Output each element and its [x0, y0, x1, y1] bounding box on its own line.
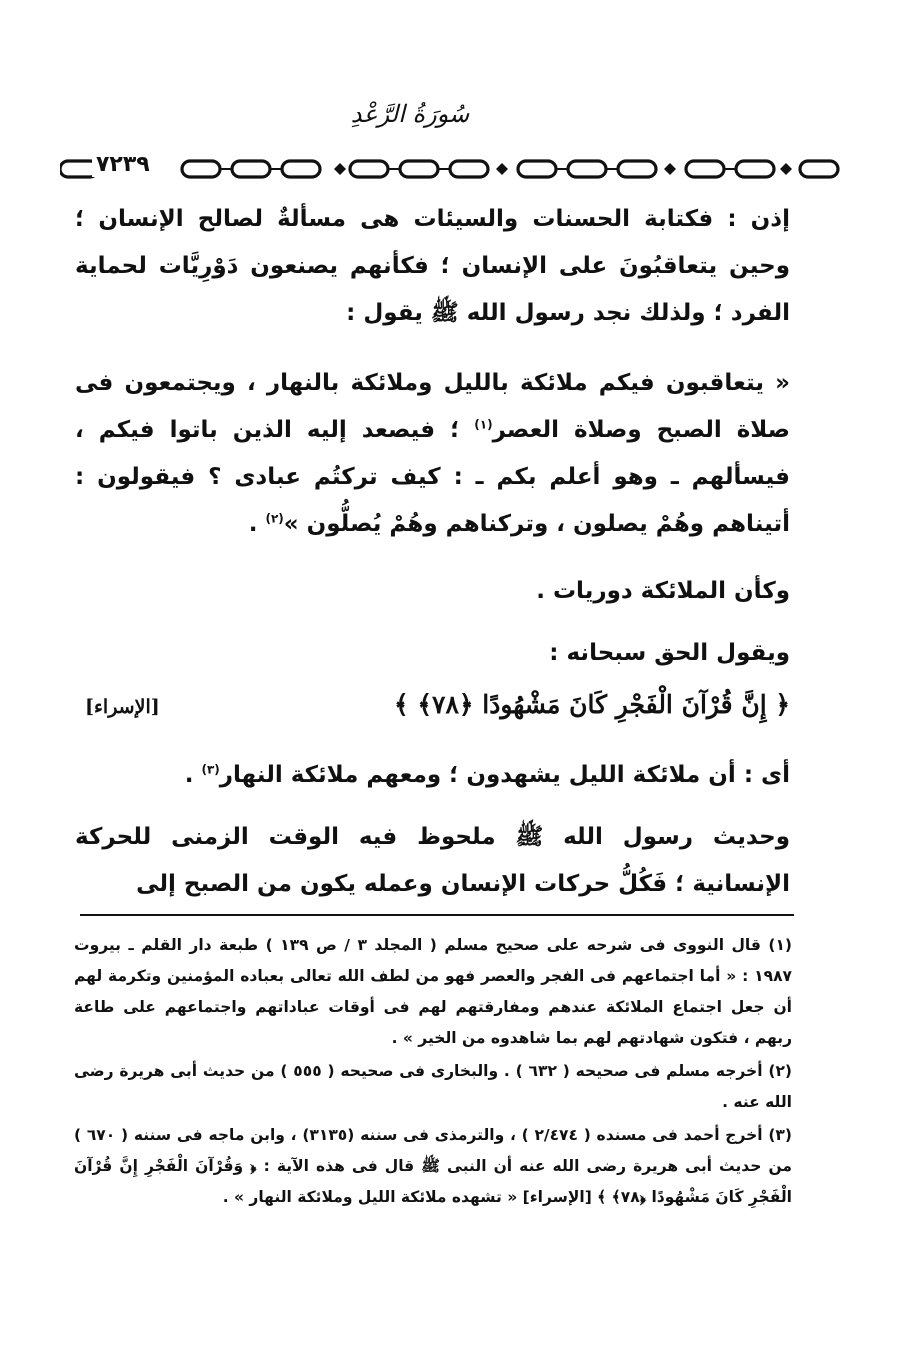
footnote-3: (٣) أخرج أحمد فى مسنده ( ٢/٤٧٤ ) ، والترمذى فى سننه (٣١٣٥) ، وابن ماجه فى سننه ( ٦٧٠ ) من حديث أبى هريرة رضى الله عنه أن النبى ﷺ قال فى هذه الآية : ﴿ وَقُرْآنَ الْفَجْرِ إِنَّ قُرْآنَ الْفَجْرِ كَانَ مَشْهُودًا ﴿٧٨﴾ ﴾ [الإسراء] « تشهده ملائكة الليل وملائكة النهار » .	[74, 1126, 792, 1206]
paragraph-lead-in: ويقول الحق سبحانه :	[549, 640, 790, 666]
footnote-2: (٢) أخرجه مسلم فى صحيحه ( ٦٣٢ ) . والبخارى فى صحيحه ( ٥٥٥ ) من حديث أبى هريرة رضى الله عنه .	[74, 1062, 792, 1111]
footnote-divider	[80, 914, 794, 916]
surah-title: سُورَةُ الرَّعْدِ	[350, 100, 470, 128]
hadith-text-part2: ؛ فيصعد إليه الذين باتوا فيكم ، فيسألهم ـ وهو أعلم بكم ـ : كيف تركتُم عبادى ؟ فيقولون : أتيناهم وهُمْ يصلون ، وتركناهم وهُمْ يُصلُّون »	[75, 417, 790, 537]
hadith-quote	[75, 360, 790, 548]
explanation-end: .	[184, 762, 202, 788]
explanation-text: أى : أن ملائكة الليل يشهدون ؛ ومعهم ملائكة النهار	[219, 762, 790, 788]
paragraph-intro: إذن : فكتابة الحسنات والسيئات هى مسألةٌ لصالح الإنسان ؛ وحين يتعاقبُونَ على الإنسان ؛ فكأنهم يصنعون دَوْرِيَّات لحماية الفرد ؛ ولذلك نجد رسول الله ﷺ يقول :	[75, 206, 790, 326]
page-number: ٧٢٣٩	[92, 152, 154, 177]
footnote-1: (١) قال النووى فى شرحه على صحيح مسلم ( المجلد ٣ / ص ١٣٩ ) طبعة دار القلم ـ بيروت ١٩٨٧ : « أما اجتماعهم فى الفجر والعصر فهو من لطف الله تعالى بعباده المؤمنين وتكرمة لهم أن جعل اجتماع الملائكة عندهم ومفارقتهم لهم فى أوقات عباداتهم واجتماعهم على طاعة ربهم ، فتكون شهادتهم لهم بما شاهدوه من الخير » .	[74, 936, 792, 1047]
paragraph-time: وحديث رسول الله ﷺ ملحوظ فيه الوقت الزمنى للحركة الإنسانية ؛ فَكُلُّ حركات الإنسان وعمله يكون من الصبح إلى	[75, 824, 790, 897]
quran-verse: ﴿ إِنَّ قُرْآنَ الْفَجْرِ كَانَ مَشْهُودًا ﴿٧٨﴾ ﴾	[394, 690, 790, 719]
footnote-ref-1: (١)	[474, 417, 493, 432]
footnote-ref-3: (٣)	[201, 762, 220, 777]
ornamental-border-icon	[60, 154, 840, 184]
hadith-text-end: .	[248, 511, 266, 537]
hadith-text-part1: « يتعاقبون فيكم ملائكة بالليل وملائكة بالنهار ، ويجتمعون فى صلاة الصبح وصلاة العصر	[75, 370, 790, 443]
paragraph-angels: وكأن الملائكة دوريات .	[536, 578, 790, 604]
surah-reference: [الإسراء]	[85, 696, 160, 718]
footnote-ref-2: (٢)	[265, 511, 284, 526]
paragraph-explanation	[75, 752, 790, 799]
quran-verse-row	[85, 690, 790, 730]
footnotes	[74, 930, 792, 1215]
